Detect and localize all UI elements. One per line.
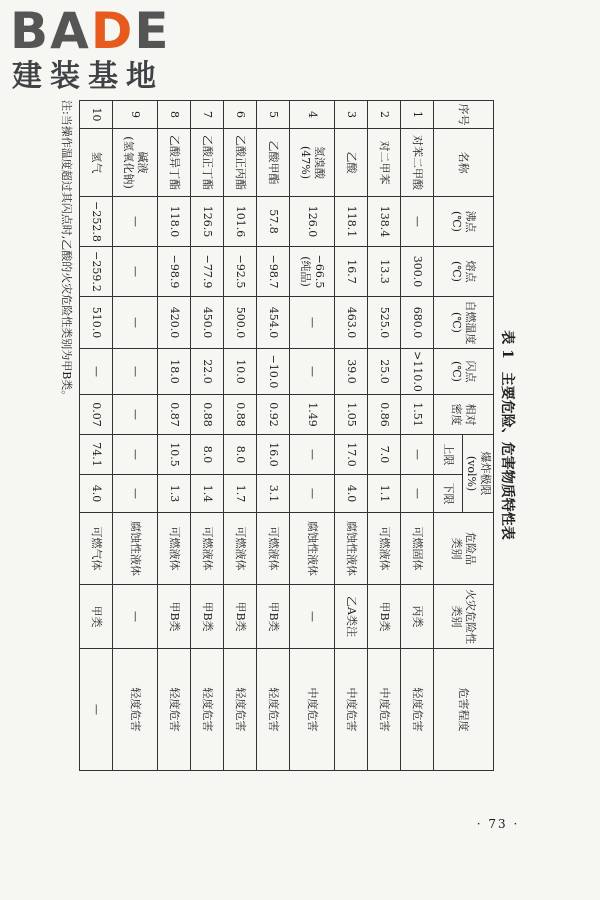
cell-name: 对苯二甲酸 xyxy=(401,129,434,197)
cell-danger-category: 可燃液体 xyxy=(257,513,290,585)
col-header-danger-category: 危险品 类别 xyxy=(434,513,494,585)
cell-name: 氢溴酸 (47%) xyxy=(290,129,335,197)
cell-harm-level: 轻度危害 xyxy=(113,649,158,771)
col-header-flashpoint: 闪点 (℃) xyxy=(434,349,494,395)
cell-name: 乙酸甲酯 xyxy=(257,129,290,197)
col-header-bp: 沸点 (℃) xyxy=(434,197,494,247)
cell-upper-limit: 8.0 xyxy=(224,435,257,475)
cell-flashpoint: 10.0 xyxy=(224,349,257,395)
table-label: 表 1 xyxy=(499,330,515,359)
page-number: · 73 · xyxy=(476,817,520,831)
logo-wordmark: BADE xyxy=(10,2,171,60)
cell-danger-category: 腐蚀性液体 xyxy=(113,513,158,585)
cell-harm-level: 中度危害 xyxy=(290,649,335,771)
cell-no: 7 xyxy=(191,101,224,129)
cell-autoignition: — xyxy=(113,297,158,349)
table-row xyxy=(191,101,224,771)
cell-danger-category: 可燃固体 xyxy=(401,513,434,585)
cell-harm-level: 轻度危害 xyxy=(158,649,191,771)
cell-lower-limit: 4.0 xyxy=(80,475,113,513)
cell-mp: −66.5 (纯品) xyxy=(290,247,335,297)
cell-harm-level: 轻度危害 xyxy=(224,649,257,771)
cell-no: 10 xyxy=(80,101,113,129)
cell-flashpoint: −10.0 xyxy=(257,349,290,395)
cell-density: 1.51 xyxy=(401,395,434,435)
cell-no: 5 xyxy=(257,101,290,129)
cell-danger-category: 可燃液体 xyxy=(158,513,191,585)
cell-no: 2 xyxy=(368,101,401,129)
cell-name: 氢气 xyxy=(80,129,113,197)
table-row xyxy=(368,101,401,771)
cell-fire-category: 甲B类 xyxy=(158,585,191,649)
cell-danger-category: 可燃液体 xyxy=(191,513,224,585)
cell-name: 对二甲苯 xyxy=(368,129,401,197)
cell-no: 1 xyxy=(401,101,434,129)
cell-autoignition: 525.0 xyxy=(368,297,401,349)
cell-autoignition: 420.0 xyxy=(158,297,191,349)
cell-autoignition: 463.0 xyxy=(335,297,368,349)
cell-mp: −98.7 xyxy=(257,247,290,297)
cell-flashpoint: 22.0 xyxy=(191,349,224,395)
cell-bp: — xyxy=(113,197,158,247)
cell-name: 乙酸 xyxy=(335,129,368,197)
col-header-harm-level: 危害程度 xyxy=(434,649,494,771)
cell-autoignition: — xyxy=(290,297,335,349)
cell-bp: −252.8 xyxy=(80,197,113,247)
cell-fire-category: — xyxy=(113,585,158,649)
cell-bp: — xyxy=(401,197,434,247)
col-header-fire-category: 火灾危险性 类别 xyxy=(434,585,494,649)
cell-no: 9 xyxy=(113,101,158,129)
cell-harm-level: 中度危害 xyxy=(368,649,401,771)
cell-density: 1.49 xyxy=(290,395,335,435)
col-header-autoignition: 自燃温度 (℃) xyxy=(434,297,494,349)
cell-fire-category: 丙类 xyxy=(401,585,434,649)
cell-autoignition: 510.0 xyxy=(80,297,113,349)
cell-bp: 126.0 xyxy=(290,197,335,247)
col-header-explosion-limit: 爆炸极限(vol%) xyxy=(463,435,494,513)
cell-flashpoint: 18.0 xyxy=(158,349,191,395)
cell-lower-limit: 4.0 xyxy=(335,475,368,513)
cell-lower-limit: — xyxy=(290,475,335,513)
cell-flashpoint: 25.0 xyxy=(368,349,401,395)
cell-fire-category: 甲类 xyxy=(80,585,113,649)
hazard-properties-table xyxy=(79,100,494,771)
cell-lower-limit: 1.1 xyxy=(368,475,401,513)
cell-mp: −98.9 xyxy=(158,247,191,297)
cell-autoignition: 454.0 xyxy=(257,297,290,349)
col-header-mp: 熔点 (℃) xyxy=(434,247,494,297)
table-row xyxy=(257,101,290,771)
cell-harm-level: 轻度危害 xyxy=(191,649,224,771)
cell-density: 0.86 xyxy=(368,395,401,435)
cell-autoignition: 680.0 xyxy=(401,297,434,349)
cell-bp: 138.4 xyxy=(368,197,401,247)
cell-autoignition: 450.0 xyxy=(191,297,224,349)
cell-flashpoint: — xyxy=(80,349,113,395)
cell-fire-category: 甲B类 xyxy=(257,585,290,649)
cell-name: 碱液 (氢氧化钠) xyxy=(113,129,158,197)
cell-no: 3 xyxy=(335,101,368,129)
cell-harm-level: 轻度危害 xyxy=(257,649,290,771)
cell-fire-category: 甲B类 xyxy=(224,585,257,649)
brand-logo xyxy=(10,2,180,96)
cell-danger-category: 可燃气体 xyxy=(80,513,113,585)
cell-bp: 126.5 xyxy=(191,197,224,247)
cell-density: 0.88 xyxy=(191,395,224,435)
cell-danger-category: 可燃液体 xyxy=(224,513,257,585)
cell-flashpoint: >110.0 xyxy=(401,349,434,395)
cell-autoignition: 500.0 xyxy=(224,297,257,349)
cell-density: 0.07 xyxy=(80,395,113,435)
col-header-no: 序号 xyxy=(434,101,494,129)
cell-fire-category: 甲B类 xyxy=(368,585,401,649)
cell-upper-limit: 74.1 xyxy=(80,435,113,475)
cell-density: 0.87 xyxy=(158,395,191,435)
table-row xyxy=(80,101,113,771)
table-row xyxy=(401,101,434,771)
cell-lower-limit: — xyxy=(401,475,434,513)
table-row xyxy=(113,101,158,771)
col-header-density: 相对 密度 xyxy=(434,395,494,435)
cell-danger-category: 可燃液体 xyxy=(368,513,401,585)
cell-upper-limit: — xyxy=(290,435,335,475)
cell-name: 乙酸正丙酯 xyxy=(224,129,257,197)
table-footnote: 注:当操作温度超过其闪点时,乙酸的火灾危险性类别为甲B类。 xyxy=(60,100,73,402)
cell-lower-limit: — xyxy=(113,475,158,513)
cell-upper-limit: 17.0 xyxy=(335,435,368,475)
cell-no: 6 xyxy=(224,101,257,129)
cell-fire-category: 甲B类 xyxy=(191,585,224,649)
table-row xyxy=(224,101,257,771)
col-header-lower-limit: 下限 xyxy=(434,475,463,513)
cell-no: 8 xyxy=(158,101,191,129)
cell-name: 乙酸正丁酯 xyxy=(191,129,224,197)
cell-mp: −92.5 xyxy=(224,247,257,297)
cell-lower-limit: 1.3 xyxy=(158,475,191,513)
cell-flashpoint: — xyxy=(113,349,158,395)
cell-bp: 57.8 xyxy=(257,197,290,247)
cell-flashpoint: — xyxy=(290,349,335,395)
table-row xyxy=(335,101,368,771)
cell-mp: 13.3 xyxy=(368,247,401,297)
table-row xyxy=(158,101,191,771)
cell-upper-limit: 16.0 xyxy=(257,435,290,475)
cell-harm-level: — xyxy=(80,649,113,771)
cell-bp: 118.0 xyxy=(158,197,191,247)
cell-mp: −259.2 xyxy=(80,247,113,297)
cell-upper-limit: 10.5 xyxy=(158,435,191,475)
cell-mp: — xyxy=(113,247,158,297)
col-header-upper-limit: 上限 xyxy=(434,435,463,475)
cell-danger-category: 腐蚀性液体 xyxy=(335,513,368,585)
cell-flashpoint: 39.0 xyxy=(335,349,368,395)
cell-density: — xyxy=(113,395,158,435)
cell-bp: 101.6 xyxy=(224,197,257,247)
rotated-page-content xyxy=(60,100,520,770)
cell-upper-limit: — xyxy=(401,435,434,475)
cell-density: 0.92 xyxy=(257,395,290,435)
col-header-name: 名称 xyxy=(434,129,494,197)
cell-harm-level: 中度危害 xyxy=(335,649,368,771)
cell-name: 乙酸异丁酯 xyxy=(158,129,191,197)
cell-danger-category: 腐蚀性液体 xyxy=(290,513,335,585)
cell-upper-limit: 8.0 xyxy=(191,435,224,475)
cell-fire-category: — xyxy=(290,585,335,649)
cell-mp: 300.0 xyxy=(401,247,434,297)
cell-mp: 16.7 xyxy=(335,247,368,297)
cell-no: 4 xyxy=(290,101,335,129)
table-caption xyxy=(494,100,520,770)
cell-lower-limit: 1.7 xyxy=(224,475,257,513)
cell-harm-level: 轻度危害 xyxy=(401,649,434,771)
cell-fire-category: 乙A类注 xyxy=(335,585,368,649)
cell-lower-limit: 1.4 xyxy=(191,475,224,513)
cell-upper-limit: 7.0 xyxy=(368,435,401,475)
cell-mp: −77.9 xyxy=(191,247,224,297)
cell-density: 1.05 xyxy=(335,395,368,435)
cell-density: 0.88 xyxy=(224,395,257,435)
logo-subtitle: 建装基地 xyxy=(12,59,164,94)
cell-upper-limit: — xyxy=(113,435,158,475)
table-row xyxy=(290,101,335,771)
cell-lower-limit: 3.1 xyxy=(257,475,290,513)
cell-bp: 118.1 xyxy=(335,197,368,247)
table-title: 主要危险、危害物质特性表 xyxy=(499,371,515,540)
